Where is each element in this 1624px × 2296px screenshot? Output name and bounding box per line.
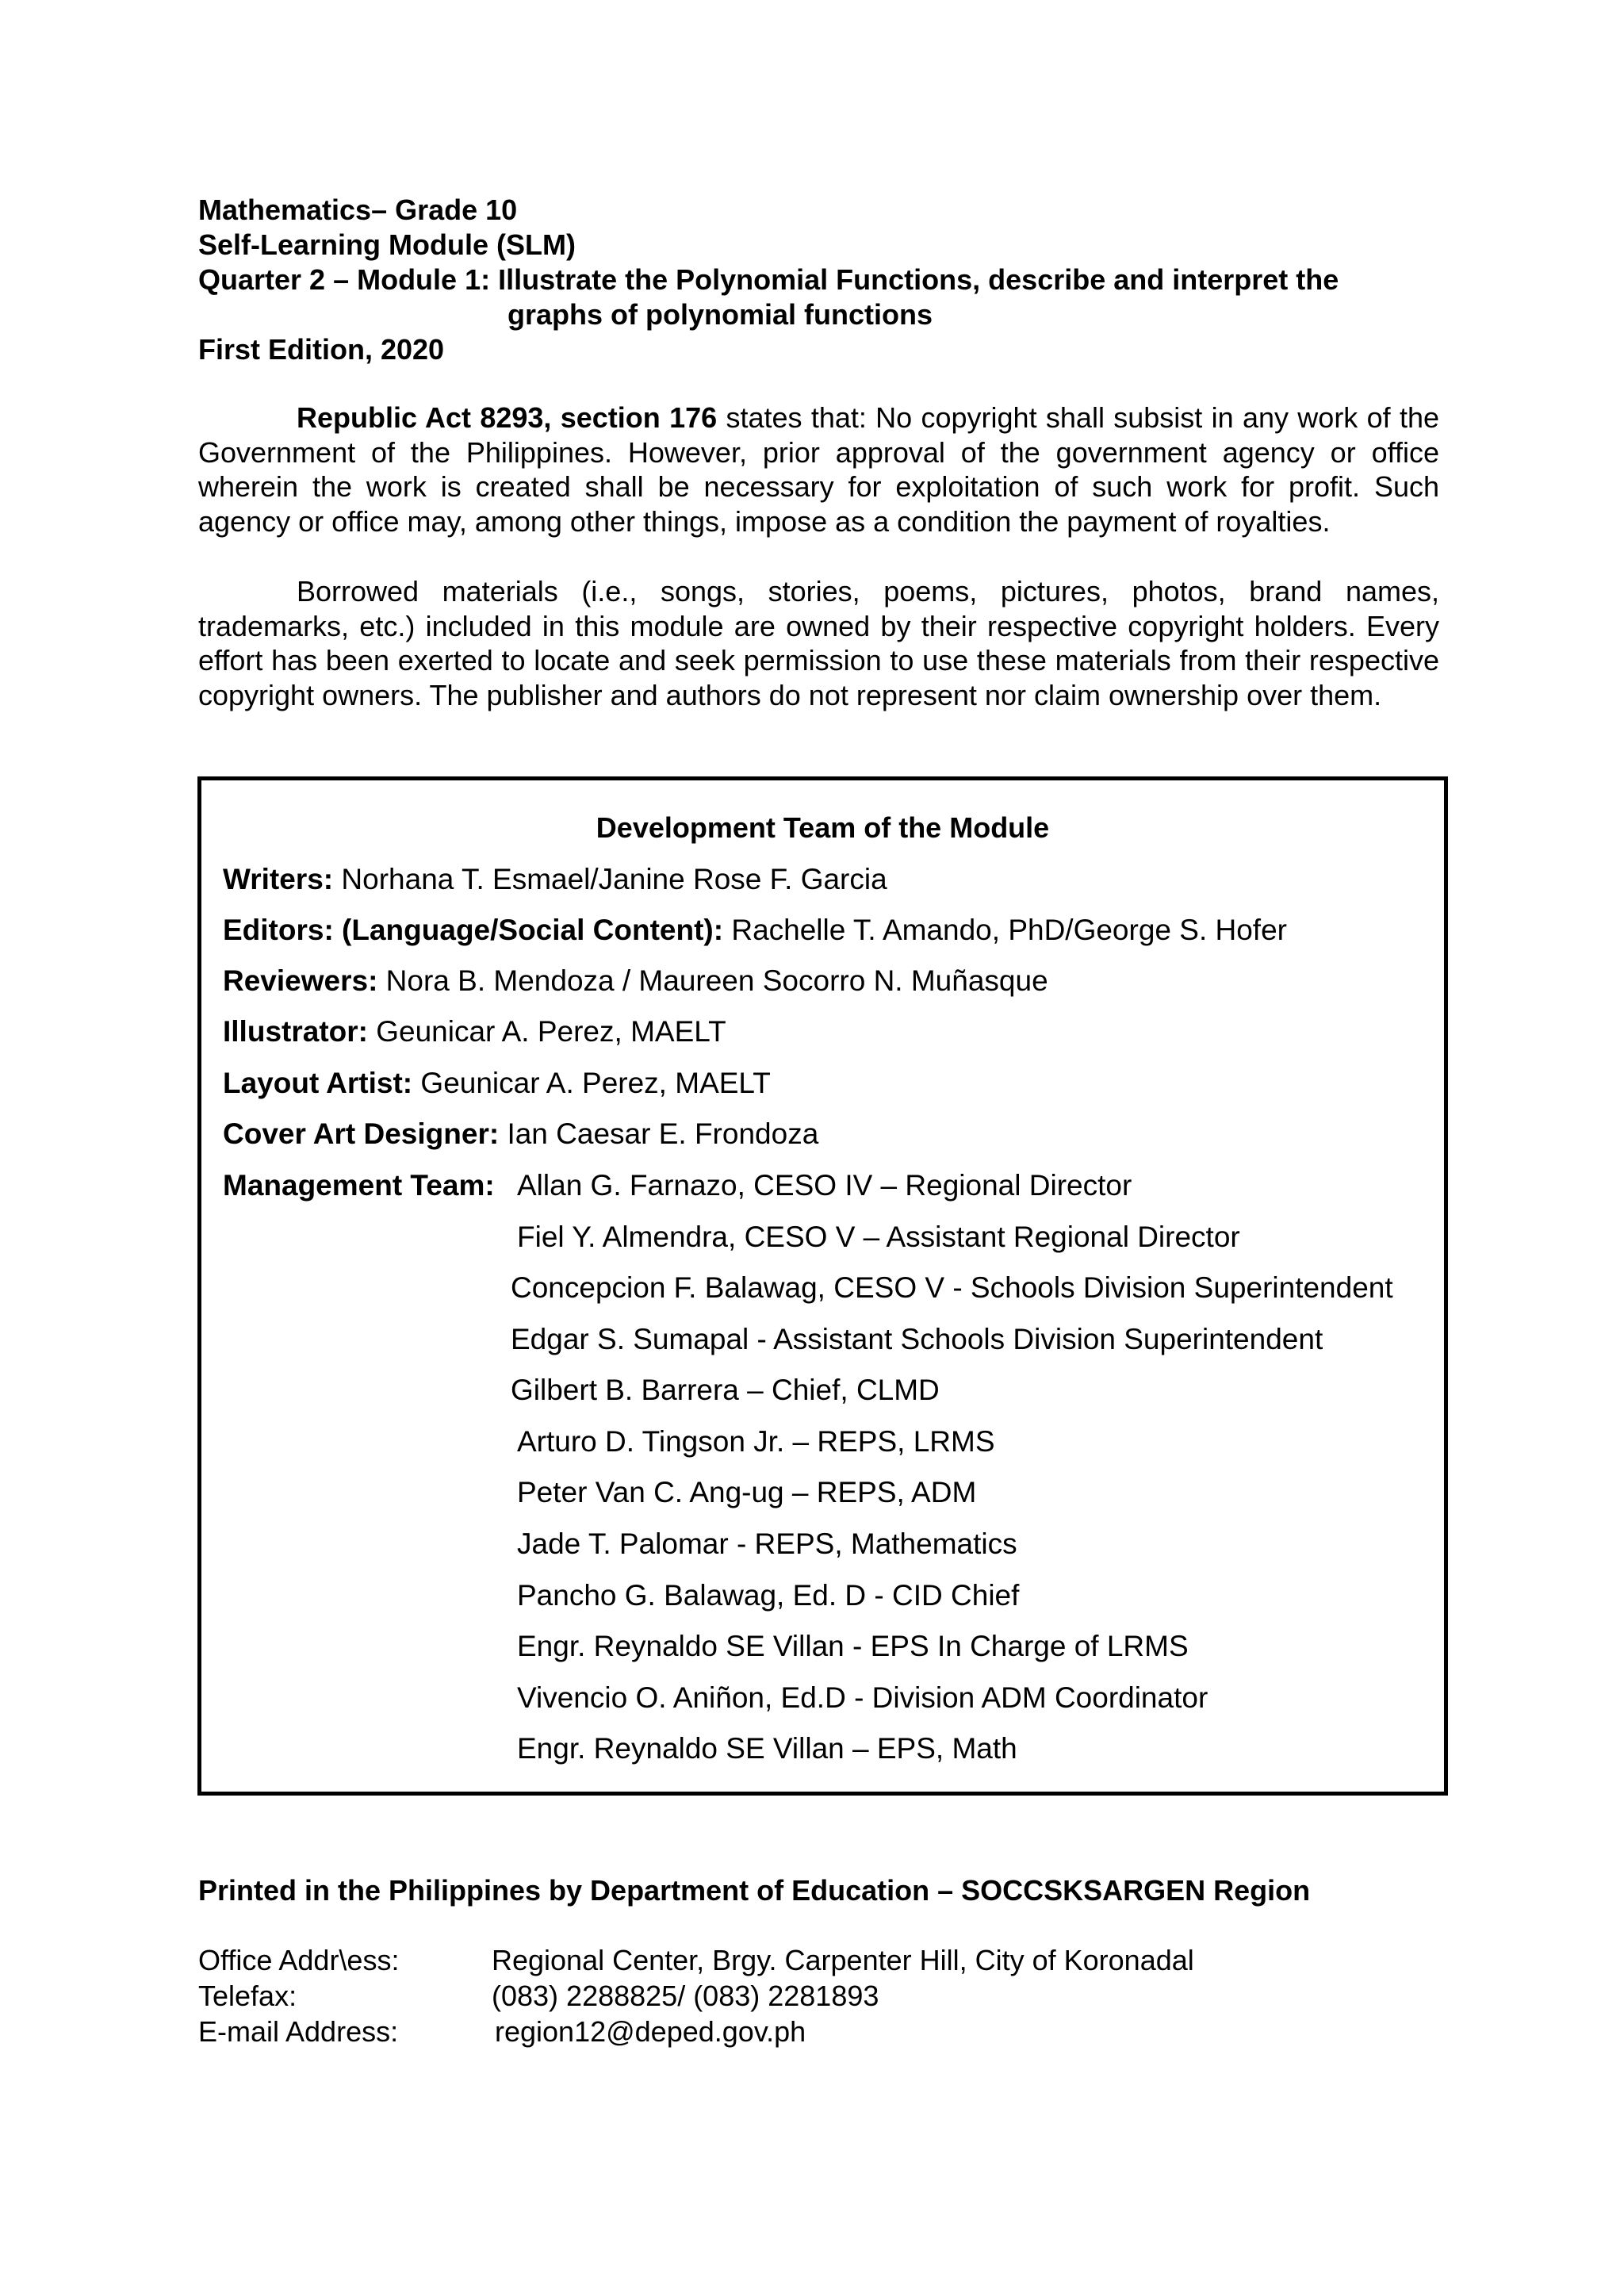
team-row-value: Rachelle T. Amando, PhD/George S. Hofer — [723, 914, 1287, 946]
team-row-label: Reviewers: — [223, 964, 378, 997]
management-member: Pancho G. Balawag, Ed. D - CID Chief — [517, 1579, 1020, 1612]
development-team-box — [197, 776, 1448, 1796]
team-row-label: Layout Artist: — [223, 1067, 413, 1099]
management-member: Gilbert B. Barrera – Chief, CLMD — [511, 1374, 940, 1406]
management-member: Peter Van C. Ang-ug – REPS, ADM — [517, 1476, 977, 1508]
team-row-editors — [223, 913, 1287, 948]
law-reference: Republic Act 8293, section 176 — [297, 401, 718, 434]
team-row-value: Geunicar A. Perez, MAELT — [367, 1015, 726, 1048]
management-member: Edgar S. Sumapal - Assistant Schools Division Superintendent — [511, 1323, 1323, 1355]
team-row-cover-art-designer — [223, 1117, 818, 1152]
module-title-line-1: Quarter 2 – Module 1: Illustrate the Polynomial Functions, describe and interpret the — [198, 263, 1339, 296]
team-title: Development Team of the Module — [596, 811, 1050, 844]
team-row-value: Nora B. Mendoza / Maureen Socorro N. Muñasque — [377, 964, 1048, 997]
team-row-reviewers — [223, 964, 1048, 999]
management-team-label: Management Team: — [223, 1169, 495, 1202]
team-row-value: Ian Caesar E. Frondoza — [499, 1117, 819, 1150]
team-row-label: Cover Art Designer: — [223, 1117, 500, 1150]
law-text: states that: No copyright shall subsist in any work of the Government of the Philippines. However, prior approval of the government agency or office wherein the work is created shall be necessary for exploitation of such work for profit. Such agency or office may, among other things, impose as a condition the payment of royalties. — [198, 401, 1439, 538]
team-row-label: Editors: (Language/Social Content): — [223, 914, 724, 946]
borrowed-text: Borrowed materials (i.e., songs, stories, poems, pictures, photos, brand names, trademarks, etc.) included in this module are owned by their respective copyright holders. Every effort has been exerted to locate and seek permission to use these materials from their respective copyright owners. The publisher and authors do not represent nor claim ownership over them. — [198, 575, 1439, 711]
contact-label: Office Addr\ess: — [198, 1944, 400, 1976]
borrowed-materials-paragraph — [198, 574, 1439, 712]
team-row-writers — [223, 862, 887, 897]
team-row-label: Writers: — [223, 863, 334, 895]
contact-value: (083) 2288825/ (083) 2281893 — [492, 1980, 879, 2012]
management-member: Arturo D. Tingson Jr. – REPS, LRMS — [517, 1425, 995, 1458]
management-member: Concepcion F. Balawag, CESO V - Schools Division Superintendent — [511, 1271, 1393, 1304]
management-member: Fiel Y. Almendra, CESO V – Assistant Regional Director — [517, 1221, 1240, 1253]
management-member: Allan G. Farnazo, CESO IV – Regional Director — [517, 1169, 1132, 1202]
team-row-label: Illustrator: — [223, 1015, 368, 1048]
team-row-value: Norhana T. Esmael/Janine Rose F. Garcia — [333, 863, 887, 895]
management-member: Engr. Reynaldo SE Villan – EPS, Math — [517, 1732, 1017, 1765]
management-member: Vivencio O. Aniñon, Ed.D - Division ADM Coordinator — [517, 1681, 1208, 1714]
team-row-layout-artist — [223, 1066, 771, 1101]
contact-label: Telefax: — [198, 1980, 297, 2012]
team-row-value: Geunicar A. Perez, MAELT — [412, 1067, 771, 1099]
contact-value: Regional Center, Brgy. Carpenter Hill, City of Koronadal — [492, 1944, 1194, 1976]
subject-line: Mathematics– Grade 10 — [198, 194, 518, 226]
module-type-line: Self-Learning Module (SLM) — [198, 228, 576, 261]
module-header — [198, 193, 1451, 367]
management-member: Jade T. Palomar - REPS, Mathematics — [517, 1527, 1017, 1560]
module-title-line-2: graphs of polynomial functions — [508, 298, 933, 331]
team-row-management-label — [223, 1168, 495, 1203]
printed-by-line: Printed in the Philippines by Department of Education – SOCCSKSARGEN Region — [198, 1874, 1311, 1907]
management-member: Engr. Reynaldo SE Villan - EPS In Charge of LRMS — [517, 1630, 1189, 1662]
contact-value: region12@deped.gov.ph — [495, 2015, 806, 2048]
edition-line: First Edition, 2020 — [198, 333, 445, 366]
copyright-paragraph — [198, 401, 1439, 539]
team-row-illustrator — [223, 1014, 726, 1049]
contact-label: E-mail Address: — [198, 2015, 399, 2048]
